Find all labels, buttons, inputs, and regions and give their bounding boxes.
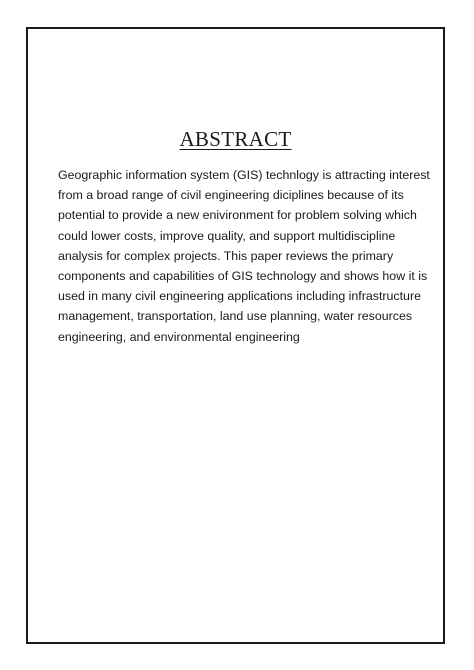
abstract-line: management, transportation, land use planning, water resources xyxy=(58,309,413,324)
abstract-line: potential to provide a new enivironment for problem solving which xyxy=(58,208,417,223)
abstract-line: engineering, and environmental engineering xyxy=(58,329,300,344)
abstract-line: used in many civil engineering applications including infrastructure xyxy=(58,289,421,304)
page-border-frame xyxy=(26,27,445,644)
abstract-heading: ABSTRACT xyxy=(179,127,292,151)
abstract-line: could lower costs, improve quality, and support multidiscipline xyxy=(58,228,396,243)
abstract-line: Geographic information system (GIS) technlogy is attracting interest xyxy=(58,168,430,182)
abstract-line: components and capabilities of GIS technology and shows how it is xyxy=(58,269,428,284)
abstract-paragraph xyxy=(58,165,428,347)
abstract-line: analysis for complex projects. This paper reviews the primary xyxy=(58,248,394,263)
abstract-line: from a broad range of civil engineering diciplines because of its xyxy=(58,188,404,203)
